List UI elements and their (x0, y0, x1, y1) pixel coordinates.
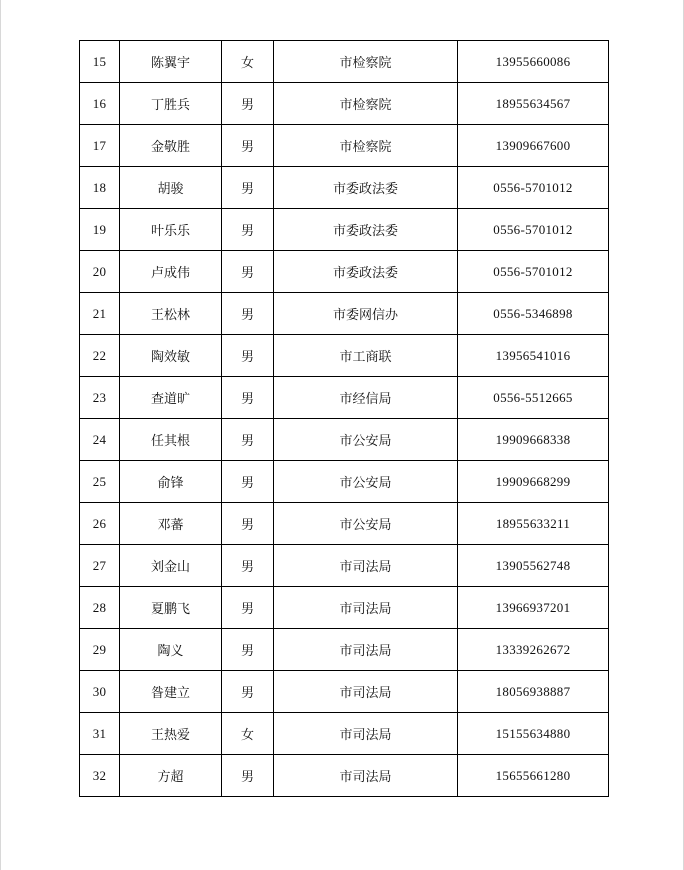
row-number: 26 (80, 503, 120, 545)
person-name: 王热爱 (120, 713, 222, 755)
person-gender: 男 (222, 377, 274, 419)
person-unit: 市司法局 (274, 713, 458, 755)
person-phone: 18955634567 (458, 83, 609, 125)
person-name: 丁胜兵 (120, 83, 222, 125)
table-row (80, 461, 609, 503)
row-number: 21 (80, 293, 120, 335)
row-number: 24 (80, 419, 120, 461)
person-gender: 男 (222, 167, 274, 209)
person-phone: 18955633211 (458, 503, 609, 545)
person-gender: 男 (222, 671, 274, 713)
person-phone: 0556-5701012 (458, 251, 609, 293)
person-unit: 市检察院 (274, 41, 458, 83)
person-name: 王松林 (120, 293, 222, 335)
row-number: 20 (80, 251, 120, 293)
row-number: 30 (80, 671, 120, 713)
table-row (80, 83, 609, 125)
person-name: 方超 (120, 755, 222, 797)
table-row (80, 713, 609, 755)
person-unit: 市检察院 (274, 83, 458, 125)
row-number: 29 (80, 629, 120, 671)
person-gender: 男 (222, 629, 274, 671)
person-unit: 市公安局 (274, 503, 458, 545)
row-number: 23 (80, 377, 120, 419)
person-unit: 市委政法委 (274, 209, 458, 251)
person-unit: 市公安局 (274, 461, 458, 503)
person-phone: 18056938887 (458, 671, 609, 713)
table-row (80, 419, 609, 461)
person-name: 陶义 (120, 629, 222, 671)
table-row (80, 755, 609, 797)
person-name: 陈翼宇 (120, 41, 222, 83)
row-number: 31 (80, 713, 120, 755)
person-unit: 市经信局 (274, 377, 458, 419)
person-gender: 男 (222, 503, 274, 545)
person-unit: 市司法局 (274, 629, 458, 671)
person-name: 刘金山 (120, 545, 222, 587)
person-phone: 13339262672 (458, 629, 609, 671)
row-number: 28 (80, 587, 120, 629)
person-gender: 女 (222, 713, 274, 755)
person-phone: 15155634880 (458, 713, 609, 755)
table-row (80, 503, 609, 545)
person-gender: 男 (222, 335, 274, 377)
person-phone: 0556-5512665 (458, 377, 609, 419)
person-name: 夏鹏飞 (120, 587, 222, 629)
person-gender: 男 (222, 209, 274, 251)
table-row (80, 377, 609, 419)
person-phone: 13956541016 (458, 335, 609, 377)
person-name: 陶效敏 (120, 335, 222, 377)
person-phone: 19909668299 (458, 461, 609, 503)
person-name: 俞锋 (120, 461, 222, 503)
person-gender: 男 (222, 545, 274, 587)
person-unit: 市委网信办 (274, 293, 458, 335)
person-unit: 市检察院 (274, 125, 458, 167)
table-row (80, 293, 609, 335)
person-unit: 市司法局 (274, 545, 458, 587)
person-phone: 0556-5701012 (458, 167, 609, 209)
table-row (80, 209, 609, 251)
person-unit: 市司法局 (274, 671, 458, 713)
person-gender: 男 (222, 419, 274, 461)
person-unit: 市司法局 (274, 587, 458, 629)
person-name: 金敬胜 (120, 125, 222, 167)
row-number: 25 (80, 461, 120, 503)
person-name: 叶乐乐 (120, 209, 222, 251)
person-gender: 男 (222, 83, 274, 125)
person-unit: 市司法局 (274, 755, 458, 797)
row-number: 16 (80, 83, 120, 125)
row-number: 19 (80, 209, 120, 251)
person-phone: 13966937201 (458, 587, 609, 629)
person-gender: 男 (222, 251, 274, 293)
table-row (80, 167, 609, 209)
row-number: 22 (80, 335, 120, 377)
person-unit: 市公安局 (274, 419, 458, 461)
personnel-table-body (80, 41, 609, 797)
table-row (80, 125, 609, 167)
person-gender: 女 (222, 41, 274, 83)
person-phone: 15655661280 (458, 755, 609, 797)
table-row (80, 41, 609, 83)
person-unit: 市工商联 (274, 335, 458, 377)
person-name: 胡骏 (120, 167, 222, 209)
personnel-table (79, 40, 609, 797)
person-phone: 0556-5346898 (458, 293, 609, 335)
table-row (80, 251, 609, 293)
person-gender: 男 (222, 125, 274, 167)
person-phone: 0556-5701012 (458, 209, 609, 251)
person-phone: 13905562748 (458, 545, 609, 587)
table-row (80, 335, 609, 377)
person-gender: 男 (222, 293, 274, 335)
table-row (80, 671, 609, 713)
person-name: 任其根 (120, 419, 222, 461)
row-number: 15 (80, 41, 120, 83)
person-gender: 男 (222, 587, 274, 629)
person-name: 查道旷 (120, 377, 222, 419)
person-phone: 19909668338 (458, 419, 609, 461)
person-phone: 13955660086 (458, 41, 609, 83)
person-name: 邓蕃 (120, 503, 222, 545)
row-number: 27 (80, 545, 120, 587)
row-number: 32 (80, 755, 120, 797)
table-row (80, 629, 609, 671)
person-name: 卢成伟 (120, 251, 222, 293)
person-unit: 市委政法委 (274, 251, 458, 293)
person-gender: 男 (222, 755, 274, 797)
person-unit: 市委政法委 (274, 167, 458, 209)
person-gender: 男 (222, 461, 274, 503)
row-number: 18 (80, 167, 120, 209)
row-number: 17 (80, 125, 120, 167)
table-row (80, 587, 609, 629)
person-phone: 13909667600 (458, 125, 609, 167)
table-row (80, 545, 609, 587)
person-name: 昝建立 (120, 671, 222, 713)
